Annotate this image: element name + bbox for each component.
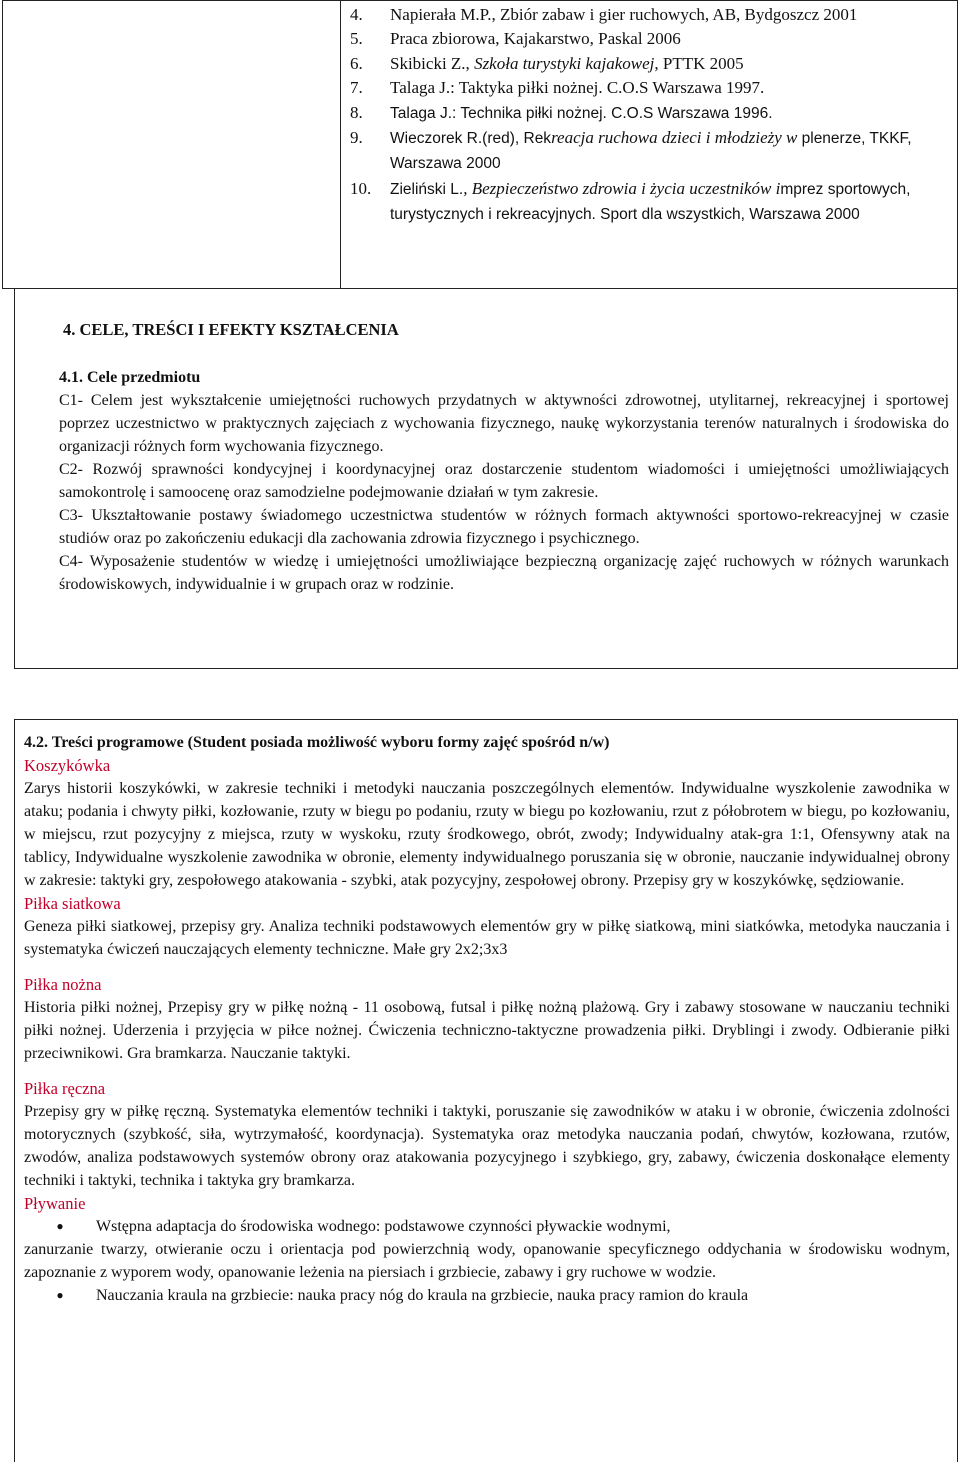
nozna-title: Piłka nożna bbox=[24, 975, 102, 994]
section-heading: 4. CELE, TREŚCI I EFEKTY KSZTAŁCENIA bbox=[63, 320, 399, 339]
spacer bbox=[24, 1065, 950, 1077]
list-item bbox=[24, 1215, 950, 1238]
reference-number: 6. bbox=[350, 53, 363, 73]
reference-text bbox=[390, 101, 940, 126]
reference-text bbox=[390, 27, 940, 51]
reference-text-part: Praca zbiorowa, Kajakarstwo, Paskal 2006 bbox=[390, 29, 681, 49]
koszykowka-text: Zarys historii koszykówki, w zakresie techniki i metodyki nauczania poszczególnych elementów. Indywidualne wyszkolenie zawodnika w ataku; podania i chwyty piłki, kozłowanie, rzuty w biegu po podaniu, rzuty w biegu po kozłowaniu, rzut z półobrotem w biegu, po kozłowaniu, w miejscu, rzut pozycyjny z miejsca, rzuty w wyskoku, rzuty środkowego, obrót, zwody; Indywidualny atak-gra 1:1, Ofensywny atak na tablicy, Indywidualne wyszkolenie zawodnika w obronie, elementy indywidualnego poruszania się w obronie, nauczanie indywidualnej obrony w zakresie: taktyki gry, zespołowego atakowania - szybki, atak pozycyjny, zespołowej obrony. Przepisy gry w koszykówkę, sędziowanie. bbox=[24, 780, 950, 889]
goal-c3: C3- Ukształtowanie postawy świadomego uczestnictwa studentów w różnych formach aktywności sportowo-rekreacyjnej w czasie studiów oraz po zakończeniu edukacji dla zachowania zdrowia fizycznego i psychicznego. bbox=[59, 507, 949, 547]
reference-text-part: plenerze, TKKF, Warszawa 2000 bbox=[390, 130, 912, 173]
reference-text-part: Szkoła turystyki kajakowej bbox=[474, 53, 655, 73]
goal-c2: C2- Rozwój sprawności kondycyjnej i koordynacyjnej oraz dostarczenie studentom wiadomości i umiejętności umożliwiających samokontrolę i samoocenę oraz samodzielne podejmowanie działań w tym zakresie. bbox=[59, 461, 949, 501]
reference-number: 4. bbox=[350, 5, 363, 24]
reference-number: 5. bbox=[350, 29, 363, 49]
plywanie-title: Pływanie bbox=[24, 1194, 86, 1213]
goal-c4: C4- Wyposażenie studentów w wiedzę i umiejętności umożliwiające bezpieczną organizację zajęć ruchowych w różnych warunkach środowiskowych, indywidualnie i w grupach oraz w rodzinie. bbox=[59, 553, 949, 593]
reference-item bbox=[350, 126, 940, 177]
plywanie-bullet-1: Wstępna adaptacja do środowiska wodnego: podstawowe czynności pływackie wodnymi, bbox=[96, 1218, 671, 1235]
spacer bbox=[24, 961, 950, 973]
reference-text-part: Talaga J.: Taktyka piłki nożnej. C.O.S Warszawa 1997. bbox=[390, 78, 765, 98]
reference-item bbox=[350, 27, 940, 51]
plywanie-bullet-2: Nauczania kraula na grzbiecie: nauka pracy nóg do kraula na grzbiecie, nauka pracy ramion do kraula bbox=[96, 1287, 749, 1304]
nozna-text: Historia piłki nożnej, Przepisy gry w piłkę nożną - 11 osobową, futsal i piłkę nożną plażową. Gry i zabawy stosowane w nauczaniu techniki piłki nożnej. Uderzenia i przyjęcia w piłce nożnej. Ćwiczenia techniczno-taktyczne prowadzenia piłki. Dryblingi i zwody. Odbieranie piłki przeciwnikowi. Gra bramkarza. Nauczanie taktyki. bbox=[24, 999, 950, 1062]
reference-item bbox=[350, 76, 940, 100]
reference-text-part: , Bezpieczeństwo zdrowia i życia uczestników i bbox=[463, 178, 781, 198]
reference-text-part: Wieczorek R. bbox=[390, 130, 483, 148]
reference-number: 7. bbox=[350, 78, 363, 98]
reference-number: 9. bbox=[350, 128, 363, 148]
reference-text-part: Napierała M.P., Zbiór zabaw i gier ruchowych, AB, Bydgoszcz 2001 bbox=[390, 5, 858, 24]
siatkowka-title: Piłka siatkowa bbox=[24, 894, 121, 913]
reference-text-part: reacja ruchowa dzieci i młodzieży w bbox=[551, 128, 802, 148]
reference-text bbox=[390, 76, 940, 100]
plywanie-bullet-1-cont: zanurzanie twarzy, otwieranie oczu i orientacja pod powierzchnią wody, opanowanie specyficznego oddychania w środowisku wodnym, zapoznanie z wyporem wody, opanowanie leżenia na piersiach i grzbiecie, zabawy i gry ruchowe w wodzie. bbox=[24, 1241, 950, 1281]
reference-text-part: , PTTK 2005 bbox=[654, 53, 744, 73]
goal-c1: C1- Celem jest wykształcenie umiejętności ruchowych przydatnych w aktywności zdrowotnej, utylitarnej, rekreacyjnej i sportowej poprzez uczestnictwo w praktycznych zajęciach z wychowania fizycznego, naukę wykorzystania terenów naturalnych i środowiska do organizacji różnych form wychowania fizycznego. bbox=[59, 392, 949, 455]
siatkowka-text: Geneza piłki siatkowej, przepisy gry. Analiza techniki podstawowych elementów gry w piłkę siatkową, mini siatkówka, metodyka nauczania i systematyka ćwiczeń nauczających elementy techniczne. Małe gry 2x2;3x3 bbox=[24, 918, 950, 958]
programme-title: 4.2. Treści programowe (Student posiada możliwość wyboru formy zajęć spośród n/w) bbox=[24, 734, 610, 751]
reference-text bbox=[390, 177, 940, 228]
table-divider bbox=[340, 1, 341, 288]
programme-content bbox=[24, 731, 950, 1307]
references-list bbox=[350, 3, 940, 228]
reference-text-part: (red), Rek bbox=[482, 130, 552, 148]
list-item bbox=[24, 1284, 950, 1307]
reference-text bbox=[390, 126, 940, 177]
reference-text-part: Zieliński L. bbox=[390, 180, 464, 198]
reference-text-part: Talaga J.: Technika piłki nożnej. C.O.S Warszawa 1996. bbox=[390, 104, 773, 122]
reference-item bbox=[350, 3, 940, 27]
reference-item bbox=[350, 101, 940, 126]
goals-title: 4.1. Cele przedmiotu bbox=[59, 369, 201, 386]
reference-item bbox=[350, 177, 940, 228]
reference-item bbox=[350, 52, 940, 76]
goals-content bbox=[59, 366, 949, 596]
reference-number: 8. bbox=[350, 102, 363, 122]
koszykowka-title: Koszykówka bbox=[24, 756, 111, 775]
reczna-text: Przepisy gry w piłkę ręczną. Systematyka elementów techniki i taktyki, poruszanie się zawodników w ataku i w obronie, ćwiczenia zdolności motorycznych (szybkość, siła, wytrzymałość, koordynacja). Systematyka oraz metodyka nauczania podań, chwytów, kozłowana, rzutów, zwodów, analiza podstawowych systemów obrony oraz atakowania pozycyjnego i szybkiego, gry, zabawy, ćwiczenia doskonałące elementy techniki i taktyki, technika i taktyka gry bramkarza. bbox=[24, 1103, 950, 1189]
reference-text-part: Skibicki Z., bbox=[390, 53, 475, 73]
reference-text bbox=[390, 3, 940, 27]
bullet-icon: ● bbox=[56, 1219, 64, 1233]
reference-text bbox=[390, 52, 940, 76]
reference-text-part: mprez sportowych, turystycznych i rekreacyjnych. Sport dla wszystkich, Warszawa 2000 bbox=[390, 180, 911, 224]
bullet-icon: ● bbox=[56, 1288, 64, 1302]
reference-number: 10. bbox=[350, 178, 372, 198]
reczna-title: Piłka ręczna bbox=[24, 1079, 106, 1098]
